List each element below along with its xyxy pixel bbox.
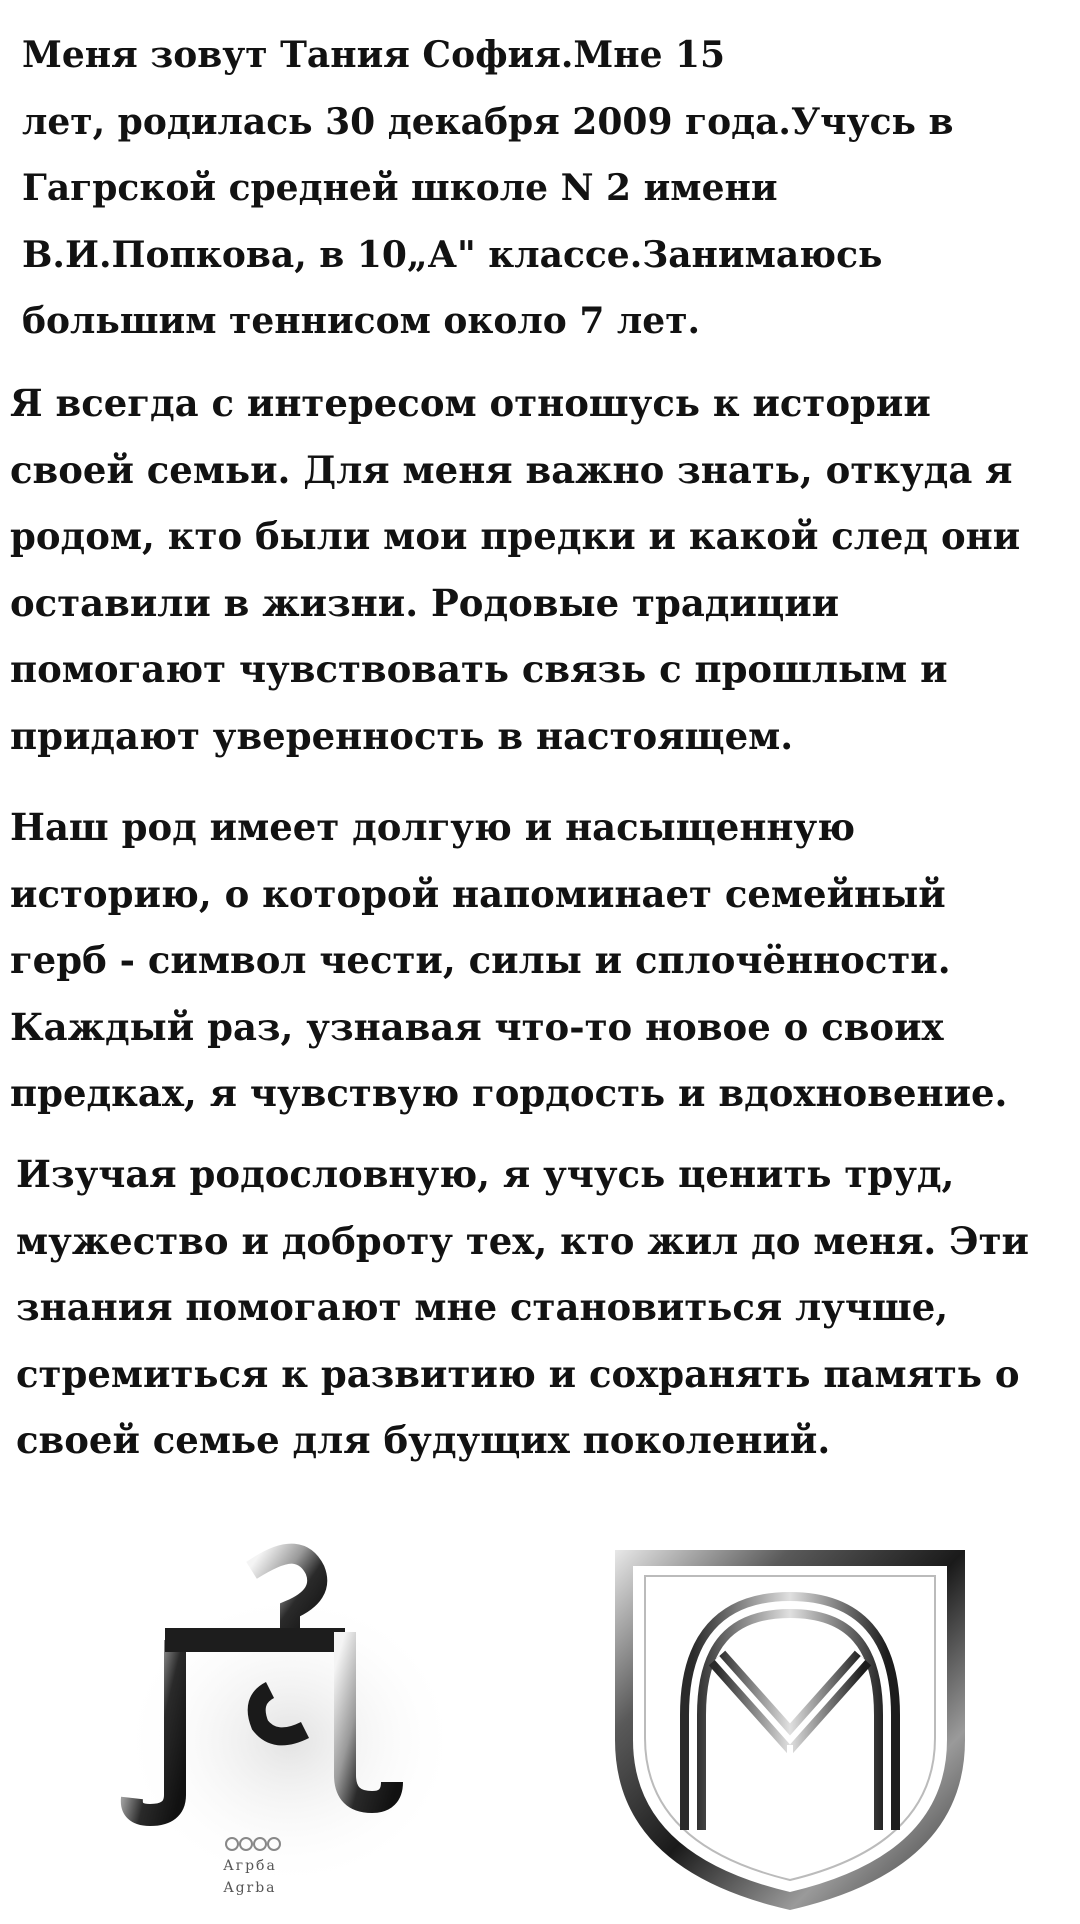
text-line: лет, родилась 30 декабря 2009 года.Учусь в xyxy=(22,100,954,143)
text-line: стремиться к развитию и сохранять память о xyxy=(16,1351,1020,1396)
intro-paragraph xyxy=(22,22,953,355)
text-line: помогают чувствовать связь с прошлым и xyxy=(10,647,948,691)
text-line: придают уверенность в настоящем. xyxy=(10,713,794,758)
text-line: В.И.Попкова, в 10„А" классе.Занимаюсь xyxy=(22,233,883,276)
shield-m-emblem-icon xyxy=(605,1540,975,1915)
text-line: мужество и доброту тех, кто жил до меня. Эти xyxy=(16,1218,1029,1263)
text-line: большим теннисом около 7 лет. xyxy=(22,300,701,342)
text-line: своей семье для будущих поколений. xyxy=(16,1418,831,1462)
text-line: Меня зовут Тания София.Мне 15 xyxy=(22,34,726,76)
text-line: родом, кто были мои предки и какой след они xyxy=(10,514,1021,558)
family-history-paragraph xyxy=(10,370,1020,769)
text-line: герб - символ чести, силы и сплочённости. xyxy=(10,938,951,982)
text-line: Гагрской средней школе N 2 имени xyxy=(22,167,778,209)
genealogy-paragraph xyxy=(16,1141,1029,1474)
coat-of-arms-paragraph xyxy=(10,794,1007,1127)
agrba-family-sign-icon xyxy=(110,1540,470,1920)
text-line: оставили в жизни. Родовые традиции xyxy=(10,580,840,625)
text-line: Изучая родословную, я учусь ценить труд, xyxy=(16,1152,955,1196)
text-line: историю, о которой напоминает семейный xyxy=(10,871,946,916)
text-line: Я всегда с интересом отношусь к истории xyxy=(10,381,931,425)
text-line: предках, я чувствую гордость и вдохновение. xyxy=(10,1071,1008,1115)
text-line: Каждый раз, узнавая что-то новое о своих xyxy=(10,1004,944,1049)
text-line: Наш род имеет долгую и насыщенную xyxy=(10,805,856,849)
emblem-caption-en: Agrba xyxy=(223,1880,277,1896)
text-line: знания помогают мне становиться лучше, xyxy=(16,1285,949,1329)
emblem-caption-ru: Агрба xyxy=(223,1858,277,1874)
text-line: своей семьи. Для меня важно знать, откуда я xyxy=(10,447,1013,492)
